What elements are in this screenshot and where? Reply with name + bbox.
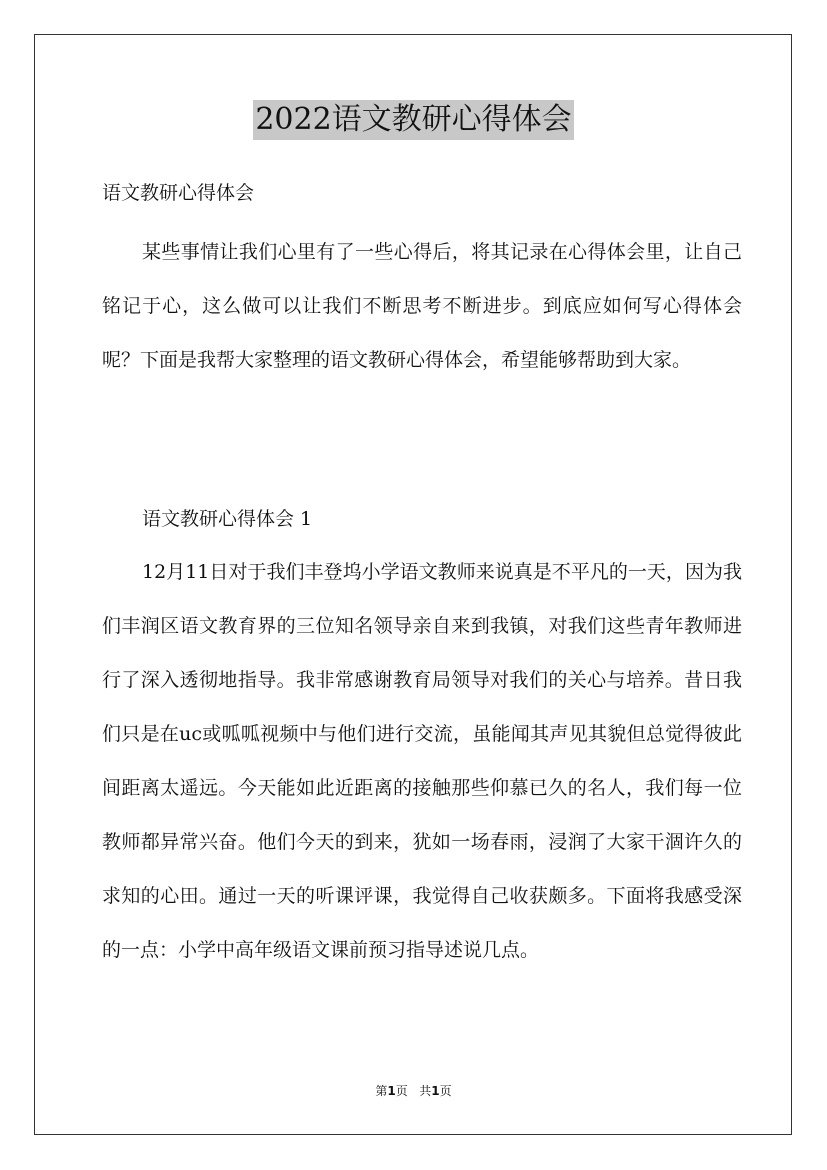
- footer-total-prefix: 共: [419, 1084, 432, 1098]
- footer-total-pages: 1: [431, 1084, 440, 1098]
- title-container: [0, 100, 827, 140]
- page-footer: [0, 1082, 827, 1100]
- footer-page-number: 1: [387, 1084, 396, 1098]
- section-paragraph: 12月11日对于我们丰登坞小学语文教师来说真是不平凡的一天，因为我们丰润区语文教育界的三位知名领导亲自来到我镇，对我们这些青年教师进行了深入透彻地指导。我非常感谢教育局领导对我们的关心与培养。昔日我们只是在uc或呱呱视频中与他们进行交流，虽能闻其声见其貌但总觉得彼此间距离太遥远。今天能如此近距离的接触那些仰慕已久的名人，我们每一位教师都异常兴奋。他们今天的到来，犹如一场春雨，浸润了大家干涸许久的求知的心田。通过一天的听课评课，我觉得自己收获颇多。下面将我感受深的一点：小学中高年级语文课前预习指导述说几点。: [102, 561, 742, 961]
- document-subtitle: 语文教研心得体会: [102, 182, 255, 204]
- footer-total-suffix: 页: [439, 1084, 452, 1098]
- section-heading: 语文教研心得体会 1: [142, 508, 313, 530]
- footer-page-suffix: 页: [395, 1084, 408, 1098]
- document-title: 2022语文教研心得体会: [253, 100, 573, 140]
- intro-paragraph: 某些事情让我们心里有了一些心得后，将其记录在心得体会里，让自己铭记于心，这么做可以让我们不断思考不断进步。到底应如何写心得体会呢？下面是我帮大家整理的语文教研心得体会，希望能够帮助到大家。: [102, 241, 742, 371]
- footer-page-prefix: 第: [375, 1084, 388, 1098]
